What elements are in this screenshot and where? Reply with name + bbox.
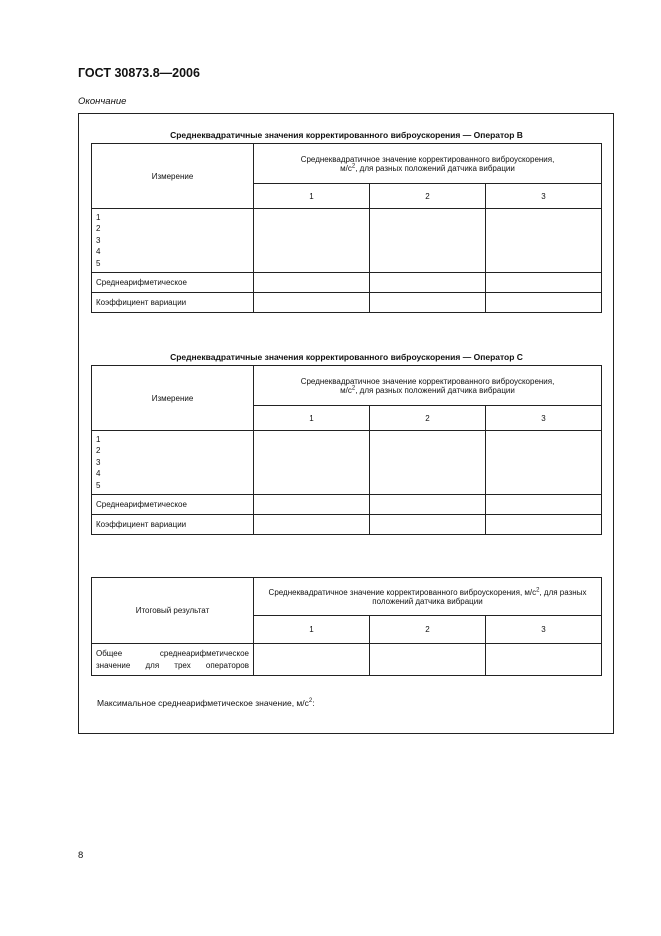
standard-header: ГОСТ 30873.8—2006 — [78, 66, 200, 80]
cv-cell[interactable] — [254, 515, 370, 535]
measurement-number: 2 — [96, 224, 101, 234]
measurement-number: 4 — [96, 247, 101, 257]
overall-mean-label: Общее среднеарифметическое значение для трех операторов — [92, 644, 254, 676]
measurement-number: 3 — [96, 457, 101, 467]
position-header: 2 — [370, 184, 486, 209]
position-header: 1 — [254, 406, 370, 431]
position-header: 3 — [486, 406, 602, 431]
position-header: 3 — [486, 616, 602, 644]
measurement-header: Измерение — [92, 144, 254, 209]
total-result-label: Итоговый результат — [92, 578, 254, 644]
overall-cell[interactable] — [254, 644, 370, 676]
position-header: 1 — [254, 616, 370, 644]
value-cell[interactable] — [254, 431, 370, 495]
cv-cell[interactable] — [370, 515, 486, 535]
overall-cell[interactable] — [370, 644, 486, 676]
table-c-caption: Среднеквадратичные значения корректированного виброускорения — Оператор С — [170, 352, 523, 362]
mean-cell[interactable] — [254, 273, 370, 293]
mean-label: Среднеарифметическое — [92, 495, 254, 515]
cv-label: Коэффициент вариации — [92, 293, 254, 313]
position-header: 3 — [486, 184, 602, 209]
total-result-table — [91, 577, 602, 676]
overall-cell[interactable] — [486, 644, 602, 676]
mean-cell[interactable] — [370, 495, 486, 515]
measurement-number: 2 — [96, 446, 101, 456]
measurement-number: 1 — [96, 434, 101, 444]
measurement-number: 5 — [96, 480, 101, 490]
measurement-header: Измерение — [92, 366, 254, 431]
mean-cell[interactable] — [370, 273, 486, 293]
cv-cell[interactable] — [370, 293, 486, 313]
value-cell[interactable] — [254, 209, 370, 273]
value-header: Среднеквадратичное значение корректированного виброускорения, $м/с^2$, для разных положений датчика вибрации — [254, 144, 602, 184]
mean-cell[interactable] — [254, 495, 370, 515]
value-header: Среднеквадратичное значение корректированного виброускорения, $м/с^2$, для разных положений датчика вибрации — [254, 366, 602, 406]
cv-cell[interactable] — [486, 293, 602, 313]
max-value-line: Максимальное среднеарифметическое значение, $м/с^2$: — [97, 698, 315, 708]
cv-cell[interactable] — [254, 293, 370, 313]
position-header: 2 — [370, 406, 486, 431]
value-cell[interactable] — [486, 431, 602, 495]
position-header: 2 — [370, 616, 486, 644]
mean-cell[interactable] — [486, 273, 602, 293]
value-cell[interactable] — [370, 209, 486, 273]
measurement-number: 3 — [96, 235, 101, 245]
cv-cell[interactable] — [486, 515, 602, 535]
operator-b-table — [91, 143, 602, 313]
measurement-number: 4 — [96, 469, 101, 479]
position-header: 1 — [254, 184, 370, 209]
table-b-caption: Среднеквадратичные значения корректированного виброускорения — Оператор В — [170, 130, 523, 140]
measurement-numbers — [92, 209, 254, 273]
continued-label: Окончание — [78, 96, 127, 107]
value-cell[interactable] — [486, 209, 602, 273]
page-number: 8 — [78, 850, 84, 861]
value-cell[interactable] — [370, 431, 486, 495]
measurement-number: 1 — [96, 212, 101, 222]
measurement-number: 5 — [96, 258, 101, 268]
value-header: Среднеквадратичное значение корректированного виброускорения, $м/с^2$, для разных положений датчика вибрации — [254, 578, 602, 616]
measurement-numbers — [92, 431, 254, 495]
mean-label: Среднеарифметическое — [92, 273, 254, 293]
cv-label: Коэффициент вариации — [92, 515, 254, 535]
mean-cell[interactable] — [486, 495, 602, 515]
operator-c-table — [91, 365, 602, 535]
